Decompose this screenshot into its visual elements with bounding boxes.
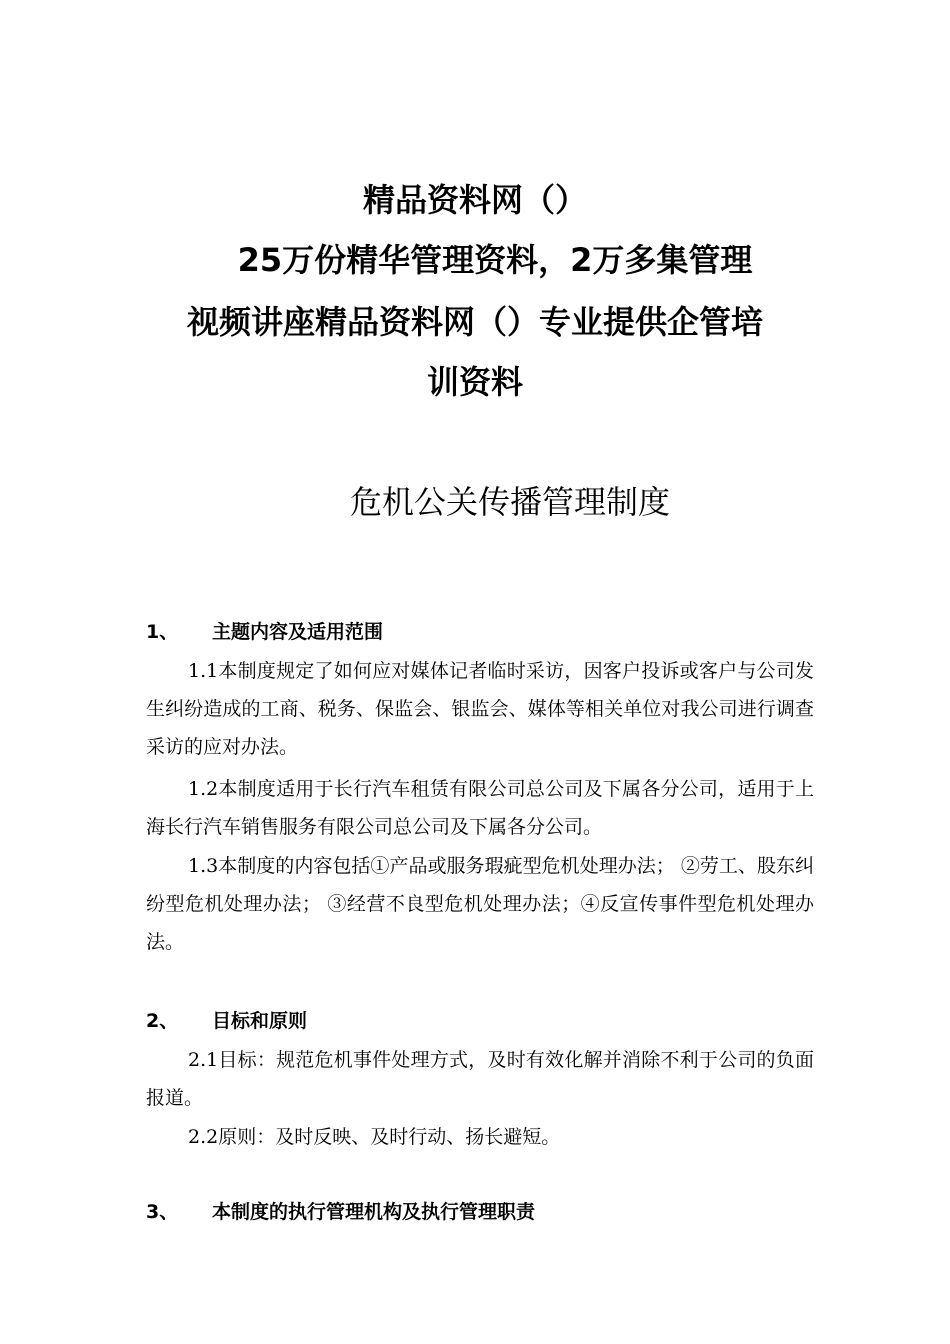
paragraph-2-2: 2.2原则：及时反映、及时行动、扬长避短。 — [188, 1126, 561, 1148]
paragraph-1-1: 1.1本制度规定了如何应对媒体记者临时采访，因客户投诉或客户与公司发生纠纷造成的工商、税务、保监会、银监会、媒体等相关单位对我公司进行调查采访的应对办法。 — [146, 660, 814, 758]
banner-line-4: 训资料 — [426, 363, 523, 401]
banner-line-1: 精品资料网（） — [362, 181, 587, 219]
section-title: 主题内容及适用范围 — [212, 621, 384, 643]
document-title: 危机公关传播管理制度 — [349, 483, 670, 521]
section-number: 3、 — [146, 1201, 179, 1223]
section-number: 2、 — [146, 1010, 179, 1032]
paragraph-2-1: 2.1目标：规范危机事件处理方式，及时有效化解并消除不利于公司的负面报道。 — [146, 1049, 814, 1109]
paragraph-1-2: 1.2本制度适用于长行汽车租赁有限公司总公司及下属各分公司，适用于上海长行汽车销售服务有限公司总公司及下属各分公司。 — [146, 778, 814, 838]
paragraph-1-3: 1.3本制度的内容包括①产品或服务瑕疵型危机处理办法； ②劳工、股东纠纷型危机处理办法； ③经营不良型危机处理办法；④反宣传事件型危机处理办法。 — [146, 855, 814, 953]
section-heading-2 — [146, 1008, 307, 1034]
section-title: 目标和原则 — [212, 1010, 308, 1032]
section-number: 1、 — [146, 621, 179, 643]
section-heading-3 — [146, 1199, 535, 1225]
section-heading-1 — [146, 619, 383, 645]
section-title: 本制度的执行管理机构及执行管理职责 — [212, 1201, 536, 1223]
banner-line-3: 视频讲座精品资料网（）专业提供企管培 — [186, 303, 763, 341]
banner-line-2: 25万份精华管理资料，2万多集管理 — [237, 241, 753, 279]
